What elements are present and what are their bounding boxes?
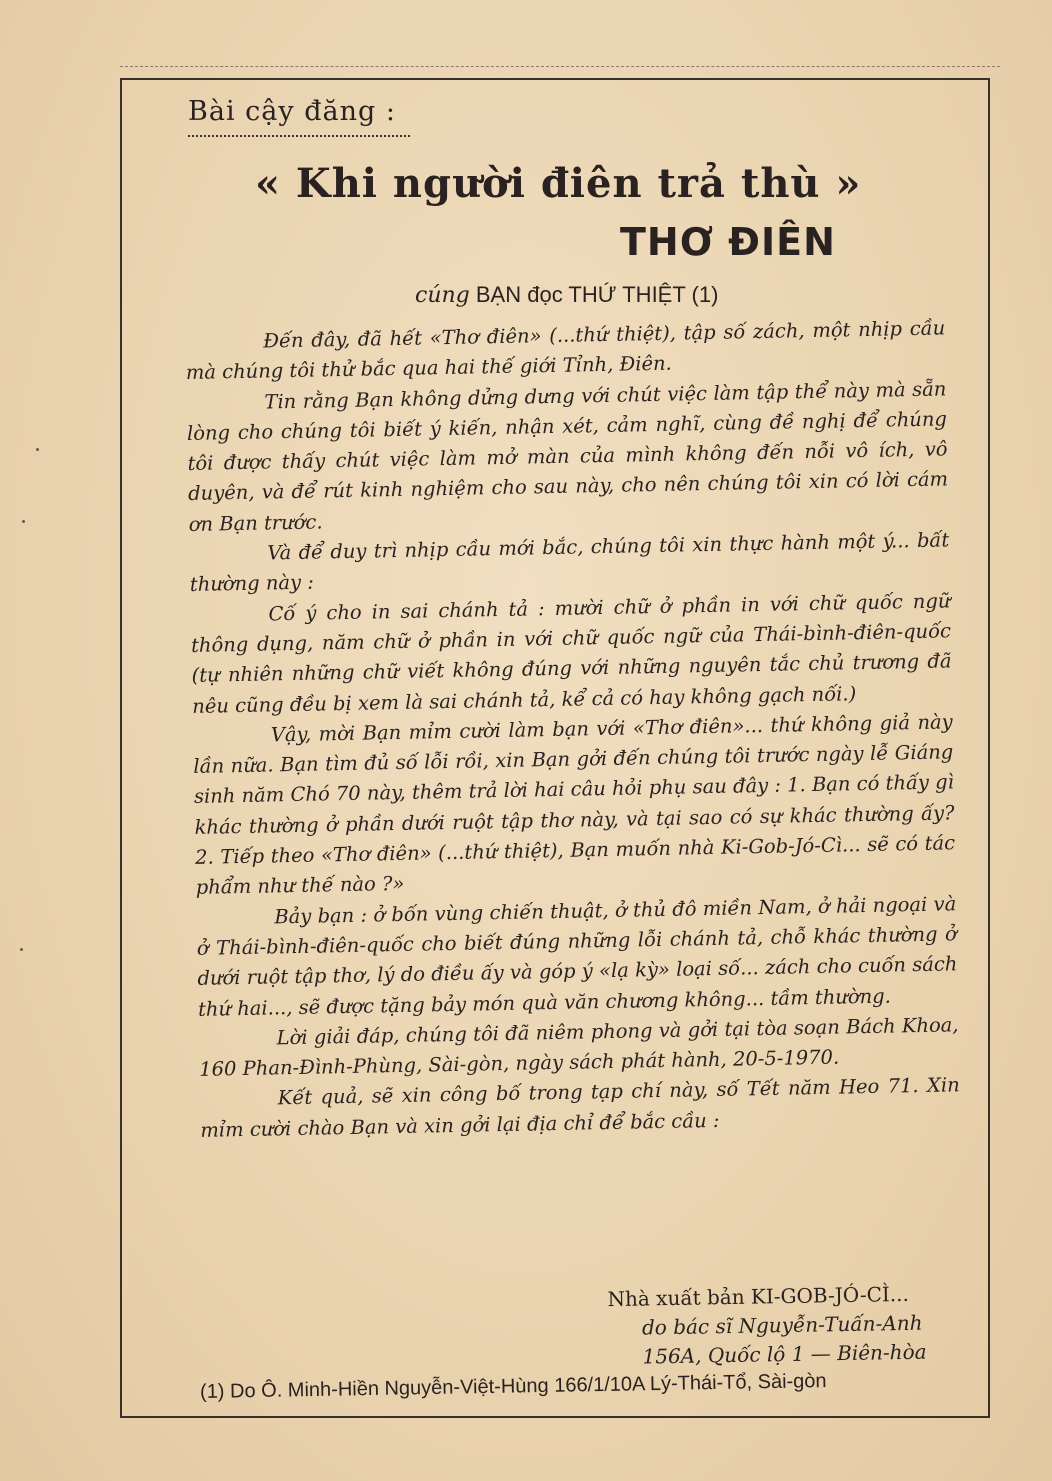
section-label: Bài cậy đăng : bbox=[188, 96, 410, 137]
signature-line-2: do bác sĩ Nguyễn-Tuấn-Anh bbox=[641, 1310, 923, 1340]
dedication-line bbox=[415, 282, 718, 308]
footnote: (1) Do Ô. Minh-Hiền Nguyễn-Việt-Hùng 166/1/10A Lý-Thái-Tổ, Sài-gòn bbox=[199, 1370, 827, 1403]
paragraph-1: Đến đây, đã hết «Thơ điên» (...thứ thiệt), tập số zách, một nhịp cầu mà chúng tôi thử bắc qua hai thế giới Tỉnh, Điên. bbox=[185, 316, 946, 385]
paper-speck bbox=[36, 448, 39, 451]
signature-line-3: 156A, Quốc lộ 1 — Biên-hòa bbox=[642, 1339, 927, 1369]
signature-line-1: Nhà xuất bản KI-GOB-JÓ-CÌ... bbox=[607, 1281, 910, 1312]
article-author: THƠ ĐIÊN bbox=[620, 220, 836, 264]
article-body bbox=[185, 313, 961, 1145]
publisher-signature bbox=[607, 1279, 968, 1372]
article-title: « Khi người điên trả thù » bbox=[255, 160, 862, 207]
paragraph-6: Bảy bạn : ở bốn vùng chiến thuật, ở thủ đô miền Nam, ở hải ngoại và ở Thái-bình-điên-quốc cho biết đúng những lỗi chánh tả, chỗ khác thường ở dưới ruột tập thơ, lý do điều ấy và góp ý «lạ kỳ» loại số... zách cho cuốn sách thứ hai..., sẽ được tặng bảy món quà văn chương không... tầm thường. bbox=[196, 891, 958, 1021]
paper-speck bbox=[22, 520, 25, 523]
paragraph-7: Lời giải đáp, chúng tôi đã niêm phong và gởi tại tòa soạn Bách Khoa, 160 Phan-Đình-Phùng, Sài-gòn, ngày sách phát hành, 20-5-1970. bbox=[199, 1013, 959, 1081]
paragraph-2: Tin rằng Bạn không dửng dưng với chút việc làm tập thể này mà sẵn lòng cho chúng tôi biết ý kiến, nhận xét, cảm nghĩ, cùng đề nghị để chúng tôi được thấy chút việc làm mở màn của mình không đến nỗi vô ích, vô duyên, và để rút kinh nghiệm cho sau này, cho nên chúng tôi xin có lời cám ơn Bạn trước. bbox=[186, 376, 949, 536]
paragraph-4: Cố ý cho in sai chánh tả : mười chữ ở phần in với chữ quốc ngữ thông dụng, năm chữ ở phần in với chữ quốc ngữ của Thái-bình-điên-quốc (tự nhiên những chữ viết không đúng với những nguyên tắc chủ trương đã nêu cũng đều bị xem là sai chánh tả, kể cả có hay không gạch nối.) bbox=[190, 589, 952, 718]
top-rule bbox=[120, 66, 1000, 67]
paper-speck bbox=[20, 948, 23, 951]
paragraph-8: Kết quả, sẽ xin công bố trong tạp chí này, số Tết năm Heo 71. Xin mỉm cười chào Bạn và xin gởi lại địa chỉ để bắc cầu : bbox=[200, 1073, 960, 1142]
dedication-main: BẠN đọc THỨ THIỆT (1) bbox=[475, 282, 719, 307]
dedication-prefix: cúng bbox=[415, 283, 470, 308]
paragraph-5: Vậy, mời Bạn mỉm cười làm bạn với «Thơ điên»... thứ không giả này lần nữa. Bạn tìm đủ số lỗi rồi, xin Bạn gởi đến chúng tôi trước ngày lễ Giáng sinh năm Chó 70 này, thêm trả lời hai câu hỏi phụ sau đây : 1. Bạn có thấy gì khác thường ở phần dưới ruột tập thơ này, và tại sao có sự khác thường ấy? 2. Tiếp theo «Thơ điên» (...thứ thiệt), Bạn muốn nhà Ki-Gob-Jó-Cì... sẽ có tác phẩm như thế nào ?» bbox=[193, 710, 956, 900]
paragraph-3: Và để duy trì nhịp cầu mới bắc, chúng tôi xin thực hành một ý... bất thường này : bbox=[189, 528, 950, 597]
